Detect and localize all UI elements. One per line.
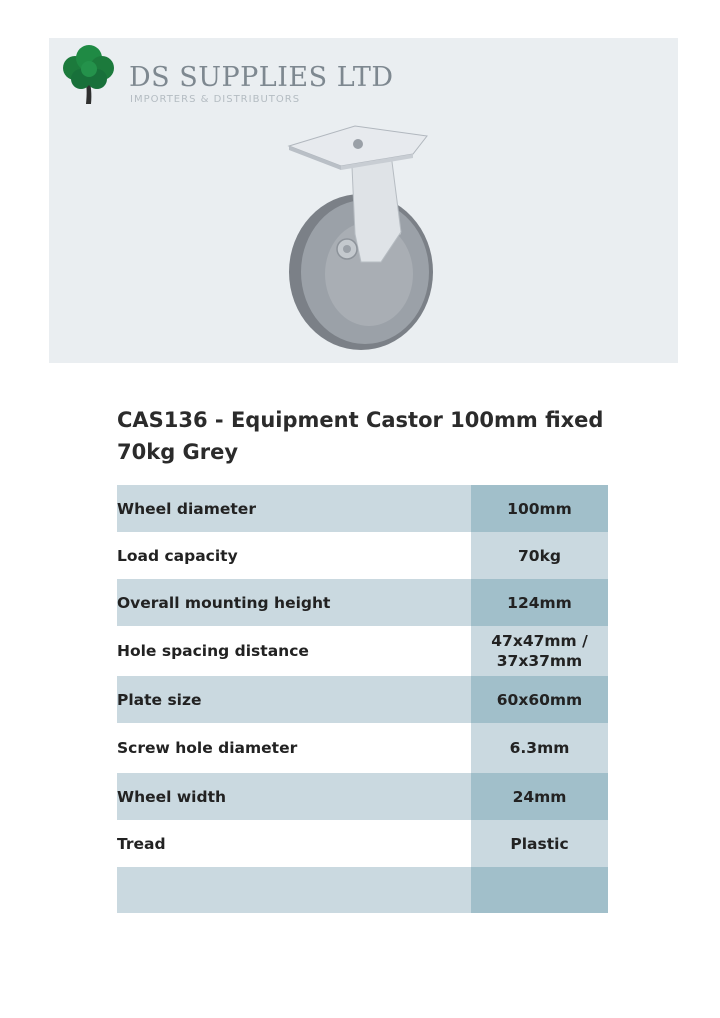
- brand-tagline: IMPORTERS & DISTRIBUTORS: [130, 94, 301, 105]
- spec-row: [117, 820, 608, 867]
- spec-row: [117, 676, 608, 723]
- spec-row: [117, 626, 608, 676]
- spec-row: [117, 723, 608, 773]
- spec-value: 124mm: [471, 579, 608, 626]
- product-title: CAS136 - Equipment Castor 100mm fixed 70kg Grey: [117, 408, 604, 464]
- spec-label: Hole spacing distance: [117, 626, 471, 676]
- spec-value: 47x47mm / 37x37mm: [471, 626, 608, 676]
- spec-label: [117, 867, 471, 913]
- spec-row: [117, 773, 608, 820]
- spec-row: [117, 532, 608, 579]
- spec-label: Overall mounting height: [117, 579, 471, 626]
- spec-label: Wheel diameter: [117, 485, 471, 532]
- spec-label: Tread: [117, 820, 471, 867]
- spec-value: 6.3mm: [471, 723, 608, 773]
- spec-value: 100mm: [471, 485, 608, 532]
- spec-value: [471, 867, 608, 913]
- spec-value: Plastic: [471, 820, 608, 867]
- spec-label: Plate size: [117, 676, 471, 723]
- spec-label: Screw hole diameter: [117, 723, 471, 773]
- spec-table: [117, 485, 608, 913]
- spec-value: 60x60mm: [471, 676, 608, 723]
- spec-row: [117, 867, 608, 913]
- spec-label: Wheel width: [117, 773, 471, 820]
- tree-logo-icon: [57, 42, 121, 106]
- brand-name: DS SUPPLIES LTD: [129, 62, 394, 93]
- spec-row: [117, 579, 608, 626]
- spec-row: [117, 485, 608, 532]
- spec-value: 24mm: [471, 773, 608, 820]
- castor-wheel-icon: [281, 114, 481, 354]
- company-logo: [57, 42, 397, 108]
- spec-label: Load capacity: [117, 532, 471, 579]
- spec-value: 70kg: [471, 532, 608, 579]
- product-hero: [49, 38, 678, 363]
